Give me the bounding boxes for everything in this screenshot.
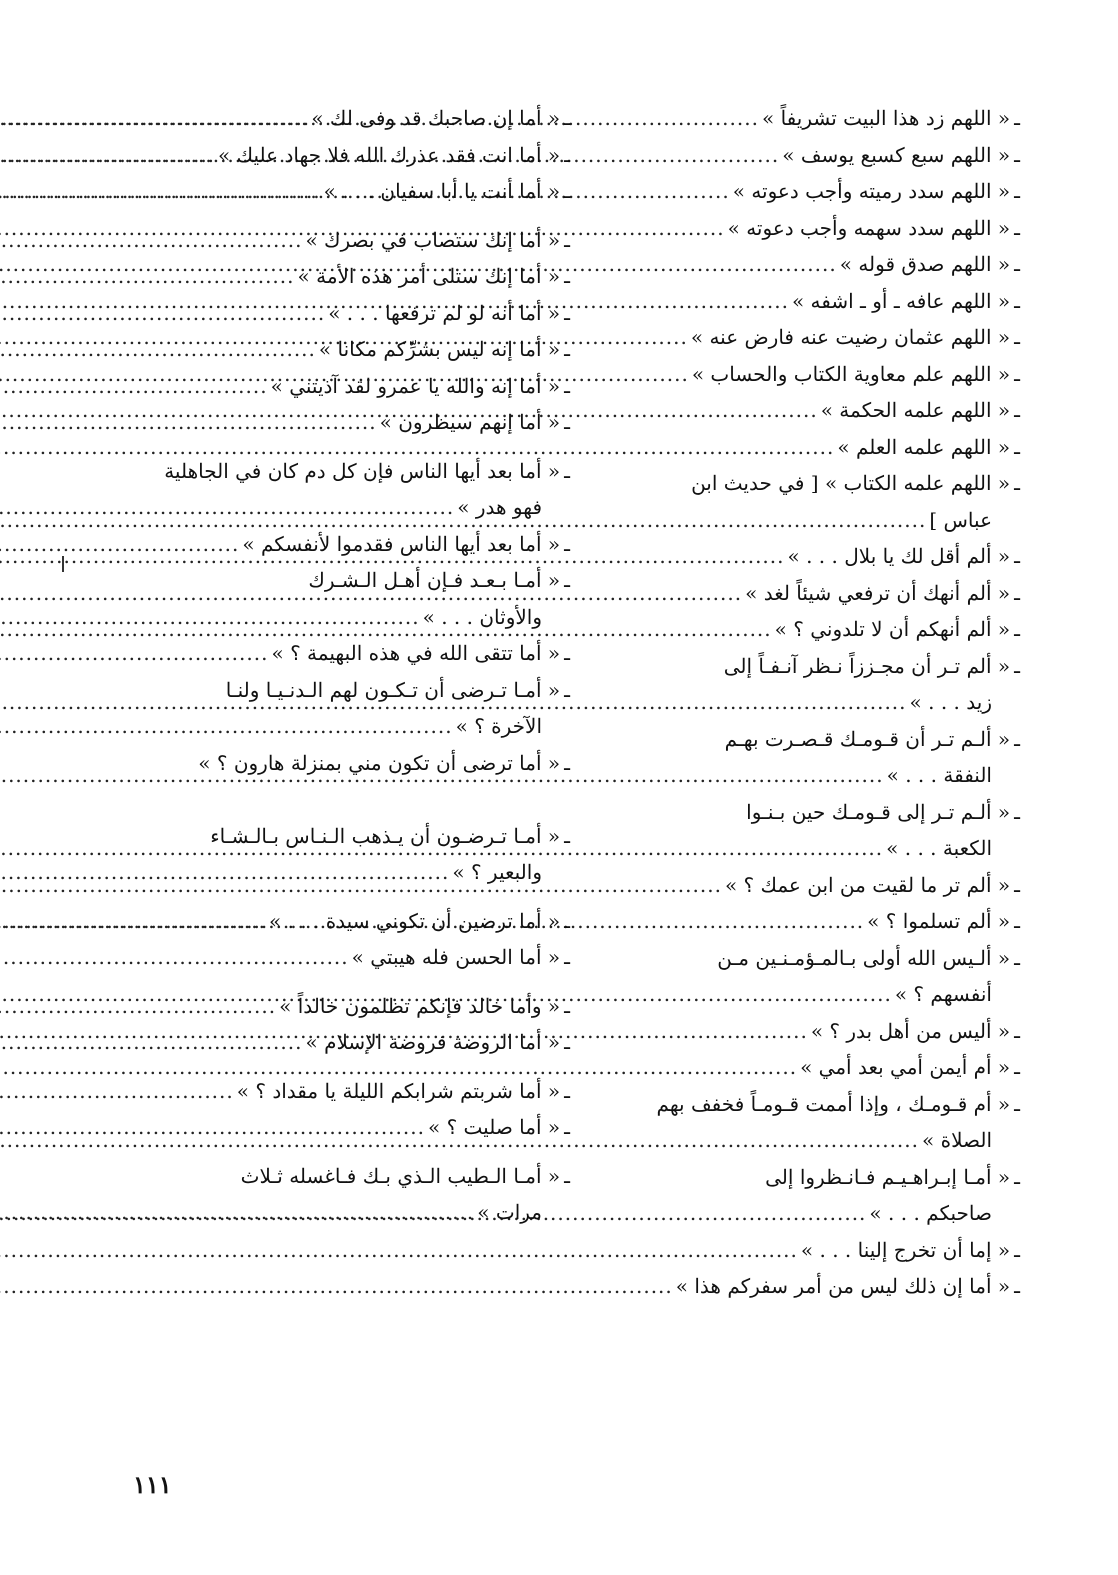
entry-text: « اللهم علمه الحكمة » bbox=[820, 398, 1011, 422]
entry-text-continued: مرات » bbox=[477, 1200, 542, 1224]
leader-dots bbox=[0, 854, 452, 891]
entry-text: « اللهم علمه الكتاب » [ في حديث ابن bbox=[691, 471, 1011, 495]
left-entry-continuation bbox=[128, 1194, 570, 1231]
entry-dash: ـ bbox=[1014, 945, 1020, 970]
right-entry-continuation bbox=[600, 1195, 1020, 1232]
leader-dots bbox=[0, 526, 242, 563]
leader-dots bbox=[0, 100, 311, 137]
entry-dash: ـ bbox=[564, 908, 570, 933]
entry-dash: ـ bbox=[1014, 1164, 1020, 1189]
entry-text: « أما بعد أيها الناس فإن كل دم كان في الجاهلية bbox=[164, 458, 561, 483]
entry-dash: ـ bbox=[1014, 1237, 1020, 1262]
entry-dash: ـ bbox=[1014, 1055, 1020, 1079]
left-entry bbox=[128, 368, 570, 405]
right-entry bbox=[600, 611, 1020, 648]
entry-dash: ـ bbox=[1014, 544, 1020, 568]
entry-dash: ـ bbox=[1014, 653, 1020, 678]
left-entry bbox=[128, 295, 570, 332]
left-entry bbox=[128, 672, 570, 709]
entry-text: « أم أيمن أمي بعد أمي » bbox=[800, 1055, 1011, 1079]
right-entry bbox=[600, 1049, 1020, 1086]
entry-text: « أمـا الـطيب الـذي بـك فـاغسله ثـلاث bbox=[240, 1163, 561, 1188]
entry-text: « ألم تـر أن مجـززاً نـظر آنـفـاً إلى bbox=[723, 653, 1011, 678]
page-number: ١١١ bbox=[133, 1470, 172, 1499]
entry-text: « اللهم سدد رميته وأجب دعوته » bbox=[732, 179, 1011, 203]
entry-dash: ـ bbox=[564, 993, 570, 1018]
entry-text: « أما إنهم سيظرون » bbox=[379, 410, 561, 434]
left-entry bbox=[128, 903, 570, 940]
right-entry bbox=[600, 1159, 1020, 1196]
entry-text: « أما إن ذلك ليس من أمر سفركم هذا » bbox=[675, 1274, 1011, 1298]
right-entry-continuation bbox=[600, 1122, 1020, 1159]
right-entry bbox=[600, 173, 1020, 210]
entry-text: « أما إن صاحبك قد وفى لك » bbox=[311, 106, 561, 130]
entry-dash: ـ bbox=[1014, 872, 1020, 897]
entry-dash: ـ bbox=[564, 106, 570, 130]
entry-dash: ـ bbox=[564, 410, 570, 434]
entry-dash: ـ bbox=[1014, 1274, 1020, 1298]
entry-dash: ـ bbox=[1014, 179, 1020, 203]
leader-dots bbox=[0, 173, 324, 210]
entry-text: « أليس من أهل بدر ؟ » bbox=[810, 1018, 1011, 1043]
entry-text: « إما أن تخرج إلينا . . . » bbox=[800, 1237, 1011, 1262]
entry-dash: ـ bbox=[1014, 471, 1020, 495]
leader-dots bbox=[0, 708, 456, 745]
left-column bbox=[128, 100, 570, 1231]
right-entry bbox=[600, 283, 1020, 320]
leader-dots bbox=[0, 489, 457, 526]
entry-dash: ـ bbox=[1014, 434, 1020, 459]
entry-text-continued: والبعير ؟ » bbox=[452, 860, 542, 884]
entry-dash: ـ bbox=[1014, 288, 1020, 313]
entry-dash: ـ bbox=[1014, 617, 1020, 641]
left-entry-continuation bbox=[128, 708, 570, 745]
entry-text: « اللهم سدد سهمه وأجب دعوته » bbox=[727, 215, 1011, 240]
leader-dots bbox=[0, 1024, 305, 1061]
entry-text: « ألم أنهكم أن لا تلدوني ؟ » bbox=[774, 617, 1011, 641]
entry-dash: ـ bbox=[1014, 215, 1020, 240]
entry-dash: ـ bbox=[1014, 106, 1020, 130]
right-entry bbox=[600, 210, 1020, 247]
leader-dots bbox=[0, 404, 380, 441]
right-entry bbox=[600, 356, 1020, 393]
entry-dash: ـ bbox=[1014, 1091, 1020, 1116]
right-entry bbox=[600, 867, 1020, 904]
entry-text: « أما إنه والله يا عمرو لقد آذيتني » bbox=[270, 373, 561, 398]
entry-text: « اللهم عثمان رضيت عنه فارض عنه » bbox=[690, 325, 1011, 349]
left-entry bbox=[128, 258, 570, 295]
entry-text: « أما ترضين أن تكوني سيدة . . . » bbox=[268, 908, 561, 933]
entry-dash: ـ bbox=[1014, 142, 1020, 167]
right-entry bbox=[600, 429, 1020, 466]
entry-text-continued: عباس ] bbox=[929, 507, 992, 532]
entry-text: « ألـم تـر إلى قـومـك حين بـنـوا bbox=[746, 799, 1011, 824]
entry-dash: ـ bbox=[1014, 580, 1020, 605]
entry-dash: ـ bbox=[564, 1078, 570, 1103]
right-entry bbox=[600, 392, 1020, 429]
leader-dots bbox=[0, 903, 269, 940]
entry-dash: ـ bbox=[564, 1163, 570, 1188]
leader-dots bbox=[0, 1194, 477, 1231]
entry-text: « أما بعد أيها الناس فقدموا لأنفسكم » bbox=[242, 531, 561, 556]
right-entry-continuation bbox=[600, 502, 1020, 539]
left-entry bbox=[128, 526, 570, 563]
left-entry bbox=[128, 1109, 570, 1146]
left-entry bbox=[128, 745, 570, 782]
left-entry bbox=[128, 635, 570, 672]
left-entry bbox=[128, 988, 570, 1025]
left-entry bbox=[128, 331, 570, 368]
entry-dash: ـ bbox=[564, 1030, 570, 1054]
entry-dash: ـ bbox=[564, 531, 570, 556]
right-entry bbox=[600, 575, 1020, 612]
entry-dash: ـ bbox=[564, 142, 570, 167]
left-entry bbox=[128, 404, 570, 441]
entry-dash: ـ bbox=[1014, 799, 1020, 824]
entry-dash: ـ bbox=[564, 300, 570, 325]
entry-text: « أما أنت يا أبا سفيان . . . » bbox=[323, 179, 561, 203]
entry-text: « ألم تسلموا ؟ » bbox=[867, 909, 1011, 933]
left-entry bbox=[128, 1024, 570, 1061]
entry-text: « أمـا تـرضـون أن يـذهب الـنـاس بـالـشـاء bbox=[210, 823, 561, 848]
entry-dash: ـ bbox=[564, 1115, 570, 1139]
entry-dash: ـ bbox=[564, 568, 570, 592]
entry-text: « أما تتقى الله في هذه البهيمة ؟ » bbox=[271, 641, 561, 665]
entry-text: « أما أنه لو لم ترفعها . . . » bbox=[328, 300, 561, 325]
entry-text: « ألـم تـر أن قـومـك قـصـرت بهـم bbox=[724, 726, 1011, 751]
entry-dash: ـ bbox=[1014, 325, 1020, 349]
entry-text: « أمـا بـعـد فـإن أهـل الـشـرك bbox=[308, 568, 561, 592]
entry-dash: ـ bbox=[1014, 909, 1020, 933]
entry-text-continued: النفقة . . . » bbox=[886, 763, 992, 787]
right-entry-continuation bbox=[600, 684, 1020, 721]
left-entry-continuation bbox=[128, 854, 570, 891]
right-entry-continuation bbox=[600, 757, 1020, 794]
entry-text: « ألم تر ما لقيت من ابن عمك ؟ » bbox=[724, 872, 1011, 897]
entry-text-continued: زيد . . . » bbox=[909, 690, 992, 714]
entry-text: « اللهم زد هذا البيت تشريفاً » bbox=[761, 106, 1011, 130]
entry-text: « أما إنك ستلى أمر هذه الأمة » bbox=[297, 264, 561, 288]
entry-text-continued: الكعبة . . . » bbox=[886, 836, 992, 860]
leader-dots bbox=[0, 1268, 676, 1305]
entry-text: « أما الروضة فروضة الإسلام » bbox=[305, 1030, 561, 1054]
entry-text-continued: الآخرة ؟ » bbox=[455, 714, 542, 738]
entry-text: « ألم أنهك أن ترفعي شيئاً لغد » bbox=[745, 580, 1011, 605]
leader-dots bbox=[0, 331, 319, 368]
entry-dash: ـ bbox=[564, 373, 570, 398]
leader-dots bbox=[0, 1232, 801, 1269]
right-entry bbox=[600, 538, 1020, 575]
entry-dash: ـ bbox=[564, 227, 570, 252]
right-entry bbox=[600, 721, 1020, 758]
entry-text-continued: صاحبكم . . . » bbox=[869, 1201, 992, 1225]
entry-text: « اللهم علم معاوية الكتاب والحساب » bbox=[691, 361, 1011, 386]
left-entry bbox=[128, 1073, 570, 1110]
right-entry bbox=[600, 137, 1020, 174]
entry-dash: ـ bbox=[564, 337, 570, 361]
left-entry-continuation bbox=[128, 781, 570, 818]
entry-text: « ألم أقل لك يا بلال . . . » bbox=[787, 544, 1011, 568]
leader-dots bbox=[0, 599, 423, 636]
entry-text: « ألـيس الله أولى بـالمـؤمـنـين مـن bbox=[717, 945, 1011, 970]
left-entry-continuation bbox=[128, 489, 570, 526]
entry-text: « أما صليت ؟ » bbox=[427, 1115, 561, 1139]
entry-dash: ـ bbox=[564, 264, 570, 288]
entry-text-continued: أنفسهم ؟ » bbox=[894, 982, 992, 1006]
left-entry bbox=[128, 562, 570, 599]
right-entry bbox=[600, 648, 1020, 685]
right-entry bbox=[600, 319, 1020, 356]
entry-text-continued: الصلاة » bbox=[922, 1128, 992, 1152]
left-entry bbox=[128, 173, 570, 210]
entry-text: « أما ترضى أن تكون مني بمنزلة هارون ؟ » bbox=[198, 750, 561, 775]
leader-dots bbox=[0, 1109, 428, 1146]
leader-dots bbox=[0, 988, 279, 1025]
entry-dash: ـ bbox=[1014, 252, 1020, 276]
right-entry bbox=[600, 794, 1020, 831]
left-entry-continuation bbox=[128, 599, 570, 636]
leader-dots bbox=[0, 258, 298, 295]
right-entry bbox=[600, 1268, 1020, 1305]
entry-text: « أمـا تـرضى أن تـكـون لهم الـدنـيـا ولنـا bbox=[225, 677, 561, 702]
entry-dash: ـ bbox=[564, 458, 570, 483]
right-entry-continuation bbox=[600, 830, 1020, 867]
entry-text: « أما الحسن فله هيبتي » bbox=[351, 945, 561, 969]
leader-dots bbox=[0, 635, 271, 672]
entry-dash: ـ bbox=[564, 179, 570, 203]
entry-text: « أما إنه ليس بشرِّكم مكانا » bbox=[318, 337, 561, 361]
margin-mark bbox=[62, 556, 64, 572]
entry-text-continued: فهو هدر » bbox=[457, 495, 542, 519]
leader-dots bbox=[0, 368, 271, 405]
entry-text: « أمـا إبـراهـيـم فـانـظروا إلى bbox=[765, 1164, 1011, 1189]
left-entry bbox=[128, 453, 570, 490]
left-entry bbox=[128, 222, 570, 259]
right-entry bbox=[600, 100, 1020, 137]
entry-dash: ـ bbox=[564, 677, 570, 702]
entry-text: « أما انت فقد عذرك الله فلا جهاد عليك » bbox=[218, 142, 561, 167]
entry-text: « وأما خالد فإنكم تظلمون خالداً » bbox=[279, 993, 561, 1018]
right-column bbox=[600, 100, 1020, 1305]
entry-text-continued: والأوثان . . . » bbox=[422, 604, 542, 629]
entry-text: « اللهم عافه ـ أو ـ اشفه » bbox=[791, 288, 1011, 313]
entry-dash: ـ bbox=[1014, 361, 1020, 386]
left-entry bbox=[128, 100, 570, 137]
leader-dots bbox=[0, 1073, 237, 1110]
leader-dots bbox=[0, 939, 352, 976]
entry-text: « اللهم صدق قوله » bbox=[839, 252, 1011, 276]
entry-text: « أما شربتم شرابكم الليلة يا مقداد ؟ » bbox=[236, 1078, 561, 1103]
right-entry bbox=[600, 465, 1020, 502]
leader-dots bbox=[0, 295, 328, 332]
entry-dash: ـ bbox=[564, 823, 570, 848]
left-entry bbox=[128, 818, 570, 855]
right-entry bbox=[600, 1086, 1020, 1123]
right-entry bbox=[600, 903, 1020, 940]
entry-dash: ـ bbox=[1014, 726, 1020, 751]
entry-dash: ـ bbox=[1014, 1018, 1020, 1043]
right-entry bbox=[600, 1013, 1020, 1050]
entry-text: « أم قـومـك ، وإذا أممت قـومـاً فخفف بهم bbox=[656, 1091, 1011, 1116]
right-entry bbox=[600, 1232, 1020, 1269]
entry-text: « اللهم سبع كسبع يوسف » bbox=[782, 142, 1011, 167]
entry-dash: ـ bbox=[564, 641, 570, 665]
entry-dash: ـ bbox=[1014, 398, 1020, 422]
left-entry bbox=[128, 939, 570, 976]
entry-dash: ـ bbox=[564, 945, 570, 969]
right-entry bbox=[600, 940, 1020, 977]
entry-dash: ـ bbox=[564, 750, 570, 775]
left-entry bbox=[128, 137, 570, 174]
leader-dots bbox=[0, 222, 305, 259]
entry-text: « اللهم علمه العلم » bbox=[837, 434, 1011, 459]
left-entry bbox=[128, 1158, 570, 1195]
right-entry-continuation bbox=[600, 976, 1020, 1013]
entry-text: « أما إنك ستصاب في بصرك » bbox=[305, 227, 561, 252]
right-entry bbox=[600, 246, 1020, 283]
leader-dots bbox=[0, 137, 218, 174]
